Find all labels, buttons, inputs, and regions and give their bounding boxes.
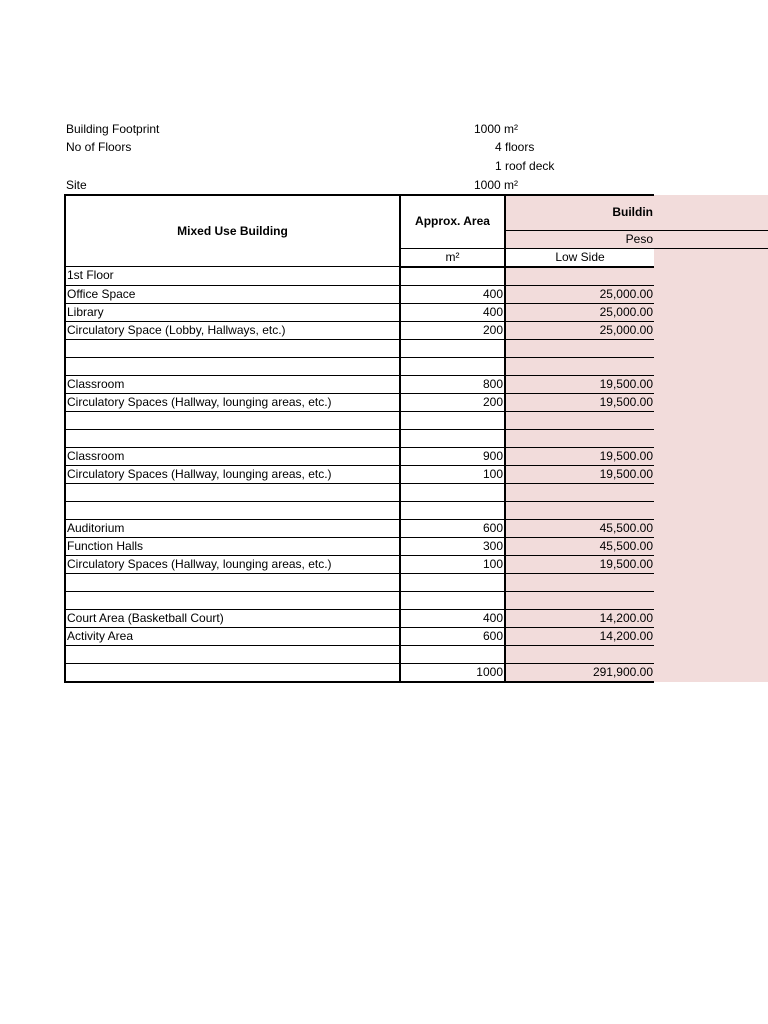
table-row	[65, 321, 768, 339]
row-name-cell	[65, 321, 400, 339]
row-ext-cell	[654, 627, 768, 645]
row-name-cell	[65, 447, 400, 465]
no-of-floors-label: No of Floors	[66, 140, 132, 154]
row-ext-cell	[654, 375, 768, 393]
row-name: Circulatory Spaces (Hallway, lounging areas, etc.)	[67, 556, 332, 571]
row-ext-cell	[654, 285, 768, 303]
area-header-cell	[400, 195, 505, 248]
row-area-cell	[400, 501, 505, 519]
row-area-cell	[400, 429, 505, 447]
row-name: Classroom	[67, 448, 125, 463]
row-name: Circulatory Spaces (Hallway, lounging areas, etc.)	[67, 394, 332, 409]
low-side-header: Low Side	[555, 249, 605, 264]
row-low-cell	[505, 285, 654, 303]
row-ext-cell	[654, 591, 768, 609]
row-area: 600	[482, 628, 503, 643]
row-area-cell	[400, 285, 505, 303]
table-row	[65, 285, 768, 303]
row-low-cell	[505, 303, 654, 321]
row-low-cell	[505, 339, 654, 357]
total-low: 291,900.00	[592, 664, 653, 679]
row-area-cell	[400, 483, 505, 501]
row-low-cell	[505, 519, 654, 537]
row-area-cell	[400, 627, 505, 645]
area-header: Approx. Area	[415, 214, 490, 229]
row-name-cell	[65, 519, 400, 537]
row-area-cell	[400, 465, 505, 483]
row-name: Function Halls	[67, 538, 144, 553]
row-area: 900	[482, 448, 503, 463]
row-low: 25,000.00	[599, 304, 653, 319]
table-title: Mixed Use Building	[177, 223, 288, 238]
row-name-cell	[65, 429, 400, 447]
row-low: 19,500.00	[599, 376, 653, 391]
total-row	[65, 663, 768, 682]
table-row	[65, 411, 768, 429]
row-area: 200	[482, 394, 503, 409]
row-area-cell	[400, 321, 505, 339]
area-unit: m²	[445, 249, 460, 264]
first-floor-label: 1st Floor	[67, 268, 114, 283]
row-low: 19,500.00	[599, 556, 653, 571]
row-name-cell	[65, 591, 400, 609]
row-low-cell	[505, 483, 654, 501]
row-ext-cell	[654, 429, 768, 447]
building-footprint-value: 1000 m²	[474, 122, 519, 136]
table-row	[65, 339, 768, 357]
row-area: 300	[482, 538, 503, 553]
row-area-cell	[400, 447, 505, 465]
first-floor-area-cell	[400, 267, 505, 286]
row-name-cell	[65, 555, 400, 573]
row-name: Auditorium	[67, 520, 125, 535]
row-area-cell	[400, 393, 505, 411]
row-area-cell	[400, 303, 505, 321]
row-name-cell	[65, 375, 400, 393]
row-low-cell	[505, 573, 654, 591]
table-row	[65, 357, 768, 375]
row-ext-cell	[654, 465, 768, 483]
row-name: Court Area (Basketball Court)	[67, 610, 224, 625]
row-name: Circulatory Spaces (Hallway, lounging areas, etc.)	[67, 466, 332, 481]
roof-deck-value: 1 roof deck	[495, 159, 555, 173]
first-floor-ext	[654, 267, 768, 286]
cost-table-sheet	[64, 194, 768, 686]
row-ext-cell	[654, 501, 768, 519]
row-name: Circulatory Space (Lobby, Hallways, etc.)	[67, 322, 286, 337]
area-unit-cell	[400, 248, 505, 267]
row-low: 19,500.00	[599, 394, 653, 409]
total-name-cell	[65, 663, 400, 682]
row-name-cell	[65, 393, 400, 411]
row-low: 45,500.00	[599, 538, 653, 553]
row-low: 25,000.00	[599, 322, 653, 337]
table-row	[65, 609, 768, 627]
row-low-cell	[505, 501, 654, 519]
row-low-cell	[505, 555, 654, 573]
row-area-cell	[400, 375, 505, 393]
row-area: 100	[482, 466, 503, 481]
row-ext-cell	[654, 609, 768, 627]
row-name-cell	[65, 573, 400, 591]
table-row	[65, 591, 768, 609]
table-row	[65, 555, 768, 573]
low-side-ext	[654, 248, 768, 267]
row-name-cell	[65, 645, 400, 663]
table-row	[65, 447, 768, 465]
row-ext-cell	[654, 321, 768, 339]
row-ext-cell	[654, 303, 768, 321]
row-ext-cell	[654, 357, 768, 375]
row-low-cell	[505, 357, 654, 375]
row-low-cell	[505, 393, 654, 411]
table-row	[65, 537, 768, 555]
row-name-cell	[65, 609, 400, 627]
site-value: 1000 m²	[474, 178, 519, 192]
row-name-cell	[65, 501, 400, 519]
table-row	[65, 627, 768, 645]
table-row	[65, 519, 768, 537]
total-area-cell	[400, 663, 505, 682]
total-low-cell	[505, 663, 654, 682]
row-low-cell	[505, 447, 654, 465]
row-name-cell	[65, 483, 400, 501]
currency-header-cell	[505, 230, 654, 248]
row-name-cell	[65, 357, 400, 375]
row-name-cell	[65, 537, 400, 555]
total-ext-cell	[654, 663, 768, 682]
row-low-cell	[505, 645, 654, 663]
row-low-cell	[505, 627, 654, 645]
row-area: 400	[482, 286, 503, 301]
row-ext-cell	[654, 483, 768, 501]
row-low-cell	[505, 429, 654, 447]
table-row	[65, 375, 768, 393]
row-ext-cell	[654, 573, 768, 591]
table-row	[65, 465, 768, 483]
row-area-cell	[400, 609, 505, 627]
cost-header-cell	[505, 195, 654, 230]
row-name-cell	[65, 285, 400, 303]
row-ext-cell	[654, 339, 768, 357]
row-area-cell	[400, 645, 505, 663]
row-area-cell	[400, 519, 505, 537]
row-name-cell	[65, 465, 400, 483]
row-low-cell	[505, 465, 654, 483]
currency-header-ext	[654, 230, 768, 248]
cost-table	[64, 194, 768, 683]
row-low-cell	[505, 375, 654, 393]
row-ext-cell	[654, 537, 768, 555]
site-label: Site	[66, 178, 87, 192]
table-row	[65, 429, 768, 447]
table-title-cell	[65, 195, 400, 267]
row-ext-cell	[654, 393, 768, 411]
currency-header: Peso	[625, 231, 653, 246]
row-area: 200	[482, 322, 503, 337]
building-footprint-label: Building Footprint	[66, 122, 160, 136]
row-ext-cell	[654, 555, 768, 573]
table-row	[65, 645, 768, 663]
table-row	[65, 393, 768, 411]
row-low-cell	[505, 411, 654, 429]
row-name-cell	[65, 627, 400, 645]
row-area: 400	[482, 610, 503, 625]
table-row	[65, 501, 768, 519]
total-area: 1000	[476, 664, 503, 679]
row-ext-cell	[654, 645, 768, 663]
row-low-cell	[505, 321, 654, 339]
row-area-cell	[400, 339, 505, 357]
row-low: 14,200.00	[599, 610, 653, 625]
row-area-cell	[400, 555, 505, 573]
row-area-cell	[400, 411, 505, 429]
cost-header-ext	[654, 195, 768, 230]
row-low-cell	[505, 609, 654, 627]
table-row	[65, 483, 768, 501]
no-of-floors-value: 4 floors	[495, 140, 535, 154]
row-ext-cell	[654, 519, 768, 537]
row-name: Activity Area	[67, 628, 134, 643]
row-low: 25,000.00	[599, 286, 653, 301]
row-name-cell	[65, 303, 400, 321]
row-low: 45,500.00	[599, 520, 653, 535]
row-area: 100	[482, 556, 503, 571]
row-low-cell	[505, 537, 654, 555]
row-ext-cell	[654, 447, 768, 465]
row-name: Library	[67, 304, 104, 319]
row-low: 19,500.00	[599, 448, 653, 463]
low-side-header-cell	[505, 248, 654, 267]
row-name-cell	[65, 339, 400, 357]
row-area-cell	[400, 573, 505, 591]
row-area: 800	[482, 376, 503, 391]
row-name: Office Space	[67, 286, 136, 301]
row-area-cell	[400, 357, 505, 375]
cost-header: Buildin	[612, 205, 653, 220]
row-area-cell	[400, 591, 505, 609]
row-low-cell	[505, 591, 654, 609]
table-row	[65, 573, 768, 591]
first-floor-low-cell	[505, 267, 654, 286]
row-area-cell	[400, 537, 505, 555]
row-area: 600	[482, 520, 503, 535]
first-floor-label-cell	[65, 267, 400, 286]
row-name-cell	[65, 411, 400, 429]
row-area: 400	[482, 304, 503, 319]
table-row	[65, 303, 768, 321]
row-low: 19,500.00	[599, 466, 653, 481]
row-name: Classroom	[67, 376, 125, 391]
row-low: 14,200.00	[599, 628, 653, 643]
row-ext-cell	[654, 411, 768, 429]
